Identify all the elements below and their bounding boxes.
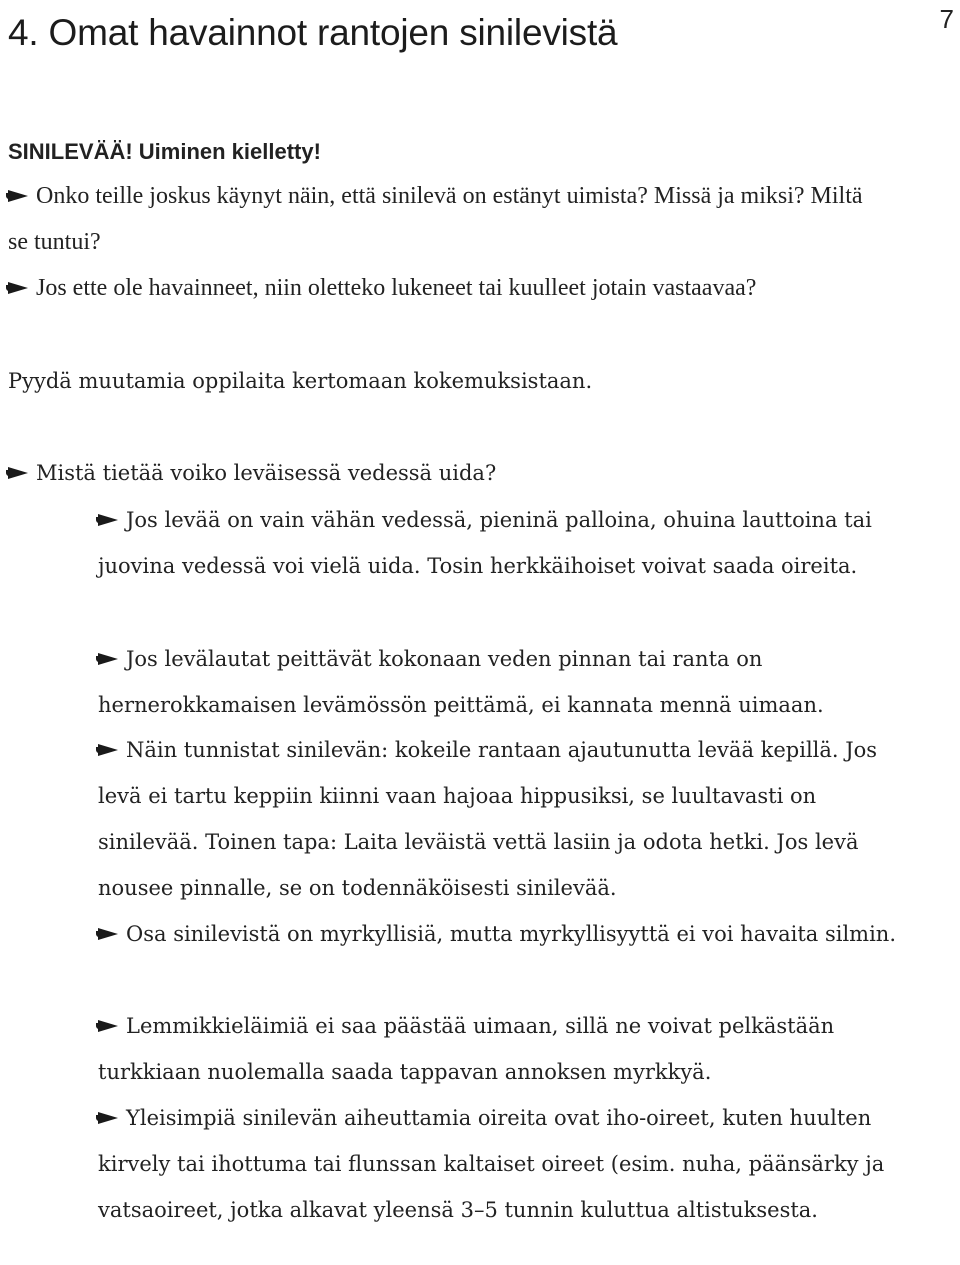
- list-item: [98, 911, 918, 957]
- pointing-arrow-icon: [8, 190, 28, 202]
- intro-question-2: [8, 265, 888, 311]
- list-item-text: Yleisimpiä sinilevän aiheuttamia oireita ovat iho-oireet, kuten huulten kirvely tai ihottuma tai flunssan kaltaiset oireet (esim. nuha, päänsärky ja vatsaoireet, jotka alkavat yleensä 3–5 tunnin kuluttua altistuksesta.: [98, 1106, 885, 1222]
- pointing-arrow-icon: [8, 467, 28, 479]
- pointing-arrow-icon: [98, 653, 118, 665]
- pointing-arrow-icon: [98, 1112, 118, 1124]
- list-item: [98, 497, 918, 589]
- list-item: [98, 1003, 918, 1095]
- list-item-text: Lemmikkieläimiä ei saa päästää uimaan, sillä ne voivat pelkästään turkkiaan nuolemalla saada tappavan annoksen myrkkyä.: [98, 1014, 835, 1084]
- intro-question-text: Jos ette ole havainneet, niin oletteko lukeneet tai kuulleet jotain vastaavaa?: [36, 275, 757, 301]
- list-item-text: Näin tunnistat sinilevän: kokeile rantaan ajautunutta levää kepillä. Jos levä ei tartu keppiin kiinni vaan hajoaa hippusiksi, se luultavasti on sinilevää. Toinen tapa: Laita leväistä vettä lasiin ja odota hetki. Jos levä nousee pinnalle, se on todennäköisesti sinilevää.: [98, 738, 878, 900]
- list-item-text: Jos levälautat peittävät kokonaan veden pinnan tai ranta on hernerokkamaisen levämössön peittämä, ei kannata mennä uimaan.: [98, 647, 824, 717]
- intro-question-1: [8, 173, 888, 265]
- main-question-text: Mistä tietää voiko leväisessä vedessä uida?: [36, 461, 497, 485]
- teacher-instruction: [8, 358, 888, 404]
- page-title: 4. Omat havainnot rantojen sinilevistä: [8, 12, 618, 53]
- list-item-text: Osa sinilevistä on myrkyllisiä, mutta myrkyllisyyttä ei voi havaita silmin.: [126, 922, 896, 946]
- main-question: [8, 450, 888, 496]
- pointing-arrow-icon: [98, 744, 118, 756]
- pointing-arrow-icon: [8, 282, 28, 294]
- list-item: [98, 636, 918, 728]
- pointing-arrow-icon: [98, 928, 118, 940]
- page-number: 7: [939, 4, 954, 34]
- instruction-text: Pyydä muutamia oppilaita kertomaan kokemuksistaan.: [8, 369, 593, 393]
- intro-question-text: Onko teille joskus käynyt näin, että sinilevä on estänyt uimista? Missä ja miksi? Miltä se tuntui?: [8, 183, 863, 255]
- pointing-arrow-icon: [98, 514, 118, 526]
- list-item: [98, 1095, 918, 1233]
- pointing-arrow-icon: [98, 1020, 118, 1032]
- list-item: [98, 727, 918, 911]
- section-subheading: SINILEVÄÄ! Uiminen kielletty!: [8, 139, 321, 164]
- list-item-text: Jos levää on vain vähän vedessä, pieninä palloina, ohuina lauttoina tai juovina vedessä voi vielä uida. Tosin herkkäihoiset voivat saada oireita.: [98, 508, 872, 578]
